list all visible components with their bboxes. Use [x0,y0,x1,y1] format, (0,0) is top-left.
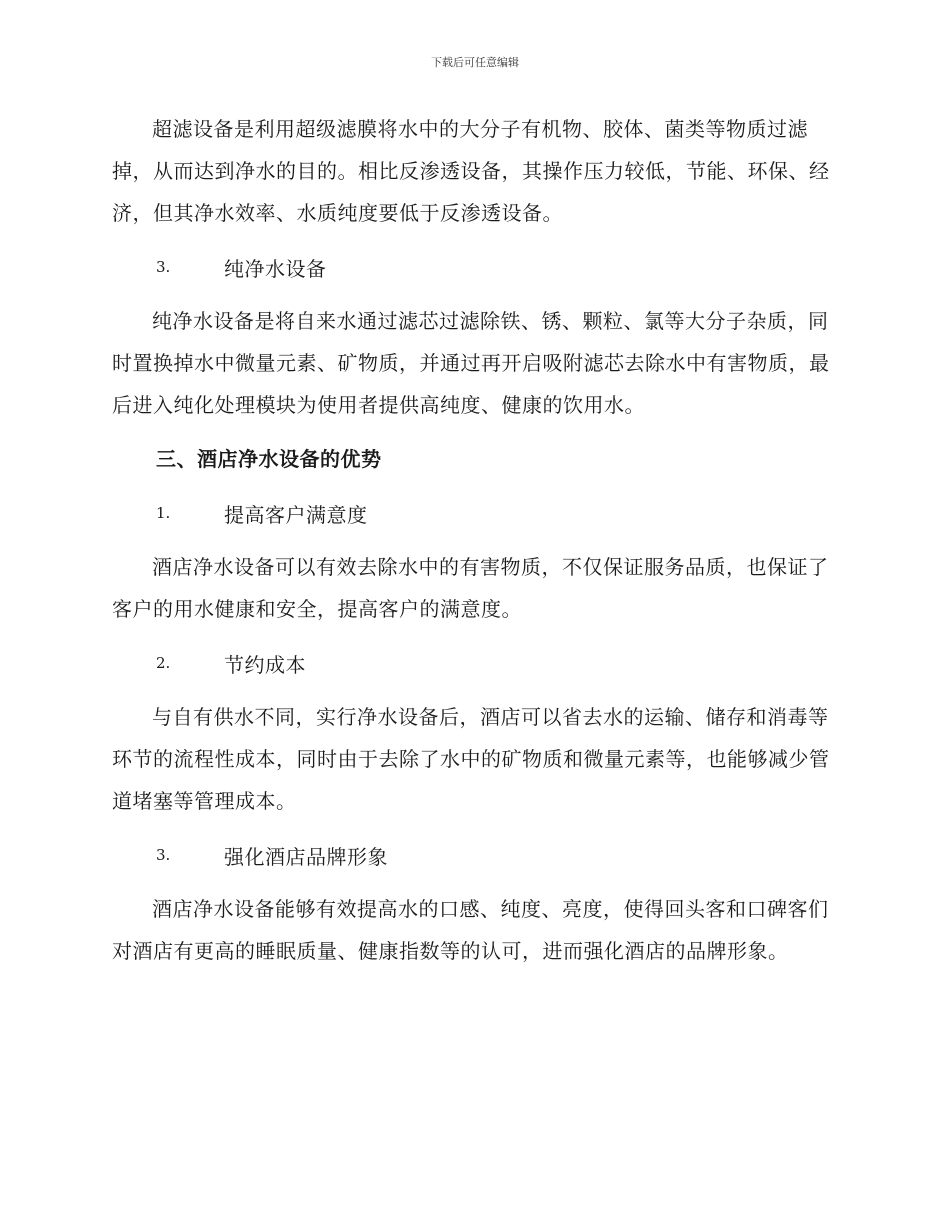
list-item-pure-water-equipment [112,246,832,288]
list-item-number: 1. [156,504,171,522]
list-item-number: 3. [156,258,171,276]
list-item-label: 提高客户满意度 [224,502,368,527]
list-item-label: 强化酒店品牌形象 [224,844,388,869]
paragraph-pure-water: 纯净水设备是将自来水通过滤芯过滤除铁、锈、颗粒、氯等大分子杂质，同时置换掉水中微量元素、矿物质，并通过再开启吸附滤芯去除水中有害物质，最后进入纯化处理模块为使用者提供高纯度、健康的饮用水。 [112,309,830,417]
list-item-label: 节约成本 [224,652,306,677]
list-item-number: 3. [156,846,171,864]
list-item-brand-image [112,834,832,876]
list-item-number: 2. [156,654,171,672]
list-item-label: 纯净水设备 [224,256,327,281]
list-item-customer-satisfaction [112,492,832,534]
page-header: 下载后可任意编辑 [431,56,519,69]
paragraph-ultrafiltration: 超滤设备是利用超级滤膜将水中的大分子有机物、胶体、菌类等物质过滤掉，从而达到净水的目的。相比反渗透设备，其操作压力较低，节能、环保、经济，但其净水效率、水质纯度要低于反渗透设备。 [112,117,830,225]
section-heading: 三、酒店净水设备的优势 [156,447,382,471]
paragraph-satisfaction: 酒店净水设备可以有效去除水中的有害物质，不仅保证服务品质，也保证了客户的用水健康和安全，提高客户的满意度。 [112,555,829,621]
list-item-cost-saving [112,642,832,684]
document-body [112,108,832,984]
paragraph-cost: 与自有供水不同，实行净水设备后，酒店可以省去水的运输、储存和消毒等环节的流程性成本，同时由于去除了水中的矿物质和微量元素等，也能够减少管道堵塞等管理成本。 [112,705,830,813]
paragraph-brand: 酒店净水设备能够有效提高水的口感、纯度、亮度，使得回头客和口碑客们对酒店有更高的睡眠质量、健康指数等的认可，进而强化酒店的品牌形象。 [112,897,829,963]
